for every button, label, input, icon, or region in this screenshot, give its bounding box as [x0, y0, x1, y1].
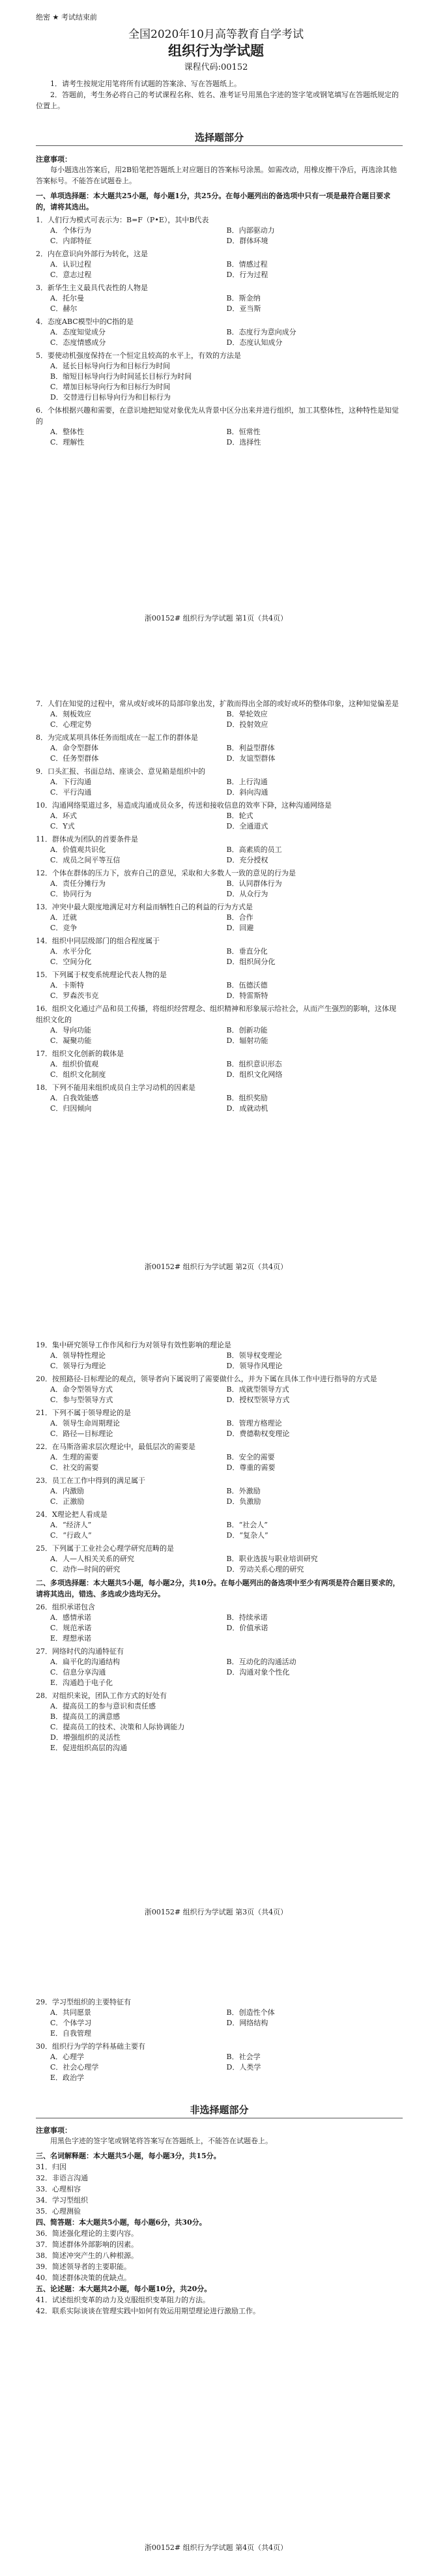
- question-list-p2: [36, 698, 403, 1114]
- question-options: [36, 2052, 403, 2083]
- question-options: [36, 1701, 403, 1753]
- option-item: D．亚当斯: [226, 304, 261, 313]
- paper-title: 组织行为学试题: [168, 43, 264, 59]
- option-item: B．合作: [226, 913, 253, 922]
- question-options: [36, 1452, 403, 1473]
- option-item: A．延长目标导向行为和目标行为时间: [50, 362, 170, 370]
- option-item: A．领导特性理论: [50, 1351, 106, 1360]
- question-options: [36, 1093, 403, 1114]
- option-item: C．领导行为理论: [50, 1362, 106, 1370]
- question-stem: 15．下列属于权变系统理论代表人物的是: [36, 971, 167, 979]
- question-options: [36, 811, 403, 832]
- question-options: [36, 1520, 403, 1541]
- part-single: 一、单项选择题：本大题共25小题，每小题1分，共25分。在每小题列出的备选项中只有一项是最符合题目要求的，请将其选出。: [36, 192, 391, 211]
- question-options: [36, 427, 403, 448]
- multi-list-p3: [36, 1602, 403, 1753]
- notes-text: 每小题选出答案后，用2B铅笔把答题纸上对应题目的答案标号涂黑。如需改动，用橡皮擦干净后，再选涂其他答案标号。不能答在试题卷上。: [36, 166, 397, 185]
- option-item: C．赫尔: [50, 304, 78, 313]
- choice-notes: [36, 154, 403, 448]
- question-options: [36, 1418, 403, 1439]
- option-item: A．“经济人”: [50, 1521, 92, 1529]
- question-stem: 26．组织承诺包含: [36, 1603, 95, 1611]
- question-item: 32．非语言沟通: [36, 2174, 88, 2182]
- part-essay: 五、论述题：本大题共2小题，每小题10分，共20分。: [36, 2285, 212, 2293]
- option-item: B．管理方格理论: [226, 1419, 282, 1427]
- question-item: 31．归因: [36, 2163, 66, 2171]
- option-item: B．成就型领导方式: [226, 1385, 289, 1394]
- option-item: B．互动化的沟通活动: [226, 1658, 296, 1666]
- question-options: [36, 777, 403, 798]
- option-item: C．“行政人”: [50, 1531, 92, 1540]
- question-options: [36, 946, 403, 967]
- question-options: [36, 226, 403, 246]
- option-item: B．伍德沃德: [226, 981, 268, 989]
- question-list-p3: [36, 1339, 403, 1575]
- question-list-p1: [36, 214, 403, 448]
- option-item: B．轮式: [226, 812, 253, 820]
- option-item: A．态度知觉成分: [50, 328, 106, 336]
- option-item: B．上行沟通: [226, 778, 268, 786]
- option-item: D．群体环境: [226, 237, 268, 245]
- option-item: A．水平分化: [50, 947, 91, 956]
- option-item: C．组织文化制度: [50, 1070, 106, 1079]
- option-item: B．组织奖励: [226, 1094, 268, 1102]
- question-item: 33．心理相容: [36, 2185, 81, 2193]
- question-options: [36, 293, 403, 314]
- option-item: B．持续承诺: [226, 1613, 268, 1622]
- option-item: A．整体性: [50, 428, 84, 436]
- option-item: B．斯金纳: [226, 294, 261, 302]
- option-item: B．组织意识形态: [226, 1060, 282, 1068]
- option-item: A．内激励: [50, 1487, 84, 1495]
- option-item: D．态度认知成分: [226, 338, 283, 347]
- option-item: A．托尔曼: [50, 294, 84, 302]
- option-item: B．内部驱动力: [226, 226, 275, 235]
- option-item: C．心理定势: [50, 720, 92, 729]
- question-stem: 16．组织文化通过产品和员工传播，将组织经营理念、组织精神和形象展示给社会，从而产生强烈的影响，这体现组织文化的: [36, 1004, 396, 1024]
- option-item: D．辐射功能: [226, 1036, 268, 1045]
- option-item: A．卡斯特: [50, 981, 84, 989]
- option-item: B．高素质的员工: [226, 845, 282, 854]
- question-stem: 3．新华生主义最具代表性的人物是: [36, 284, 148, 292]
- intro: [36, 78, 403, 111]
- option-item: D．劳动关系心理的研究: [226, 1565, 304, 1573]
- question-options: [36, 980, 403, 1001]
- question-stem: 30．组织行为学的学科基础主要有: [36, 2042, 145, 2051]
- question-item: 36．简述强化理论的主要内容。: [36, 2229, 138, 2238]
- option-item: A．感情承诺: [50, 1613, 91, 1622]
- question-options: [36, 1613, 403, 1644]
- page-footer: 浙00152# 组织行为学试题 第4页（共4页）: [144, 2543, 288, 2552]
- option-item: C．Y式: [50, 822, 75, 830]
- option-item: A．环式: [50, 812, 77, 820]
- option-item: A．人—人相关关系的研究: [50, 1555, 134, 1563]
- option-item: C．内部特征: [50, 237, 92, 245]
- question-options: [36, 913, 403, 933]
- multi-list-p4-wrap: [36, 1995, 403, 2083]
- option-item: D．价值承诺: [226, 1624, 268, 1632]
- option-item: C．路径—目标理论: [50, 1429, 113, 1438]
- question-stem: 7．人们在知觉的过程中，常从或好或坏的局部印象出发，扩散而得出全部的或好或坏的整体印象，这种知觉偏差是: [36, 699, 399, 708]
- option-item: A．共同愿景: [50, 2008, 91, 2017]
- question-options: [36, 1384, 403, 1405]
- question-item: 38．简述冲突产生的八种根源。: [36, 2251, 138, 2260]
- option-item: C．空间分化: [50, 958, 92, 966]
- option-item: B．恒常性: [226, 428, 261, 436]
- question-list-p2-wrap: [36, 696, 403, 1114]
- option-item: C．任务型群体: [50, 754, 99, 763]
- option-item: D．组织文化网络: [226, 1070, 283, 1079]
- option-item: C．平行沟通: [50, 788, 92, 797]
- page-1: [0, 0, 432, 652]
- option-item: C．社会心理学: [50, 2063, 99, 2071]
- question-stem: 19．集中研究领导工作作风和行为对领导有效性影响的理论是: [36, 1341, 231, 1349]
- course-code: 课程代码:00152: [184, 63, 248, 72]
- option-item: D．人类学: [226, 2063, 261, 2071]
- question-options: [36, 1554, 403, 1575]
- option-item: C．个体学习: [50, 2019, 92, 2027]
- page-3: [0, 1304, 432, 1955]
- option-item: C．归因倾向: [50, 1104, 92, 1113]
- option-item: A．自我效能感: [50, 1094, 98, 1102]
- option-item: E．理想承诺: [50, 1634, 92, 1643]
- question-options: [36, 1025, 403, 1046]
- option-item: A．提高员工的参与意识和责任感: [50, 1702, 156, 1710]
- question-stem: 1．人们行为模式可表示为：B=F（P•E），其中B代表: [36, 216, 209, 224]
- question-stem: 21．下列不属于领导理论的是: [36, 1409, 131, 1417]
- option-item: C．正激励: [50, 1497, 85, 1506]
- question-stem: 22．在马斯洛需求层次理论中，最低层次的需要是: [36, 1442, 195, 1451]
- section-nonchoice: 非选择题部分: [36, 2103, 403, 2118]
- option-item: C．参与型领导方式: [50, 1396, 113, 1404]
- question-options: [36, 743, 403, 764]
- question-item: 35．心理测验: [36, 2207, 81, 2216]
- option-item: C．理解性: [50, 438, 85, 446]
- question-options: [36, 361, 403, 403]
- option-item: D．成就动机: [226, 1104, 268, 1113]
- question-stem: 8．为完成某项具体任务而组成在一起工作的群体是: [36, 733, 198, 742]
- page-2: [0, 652, 432, 1304]
- part-short: 四、简答题：本大题共5小题，每小题6分，共30分。: [36, 2218, 207, 2227]
- option-item: D．全通道式: [226, 822, 268, 830]
- option-item: D．充分授权: [226, 856, 268, 864]
- option-item: E．自我管理: [50, 2029, 92, 2038]
- question-options: [36, 845, 403, 866]
- option-item: D．从众行为: [226, 890, 268, 898]
- question-item: 34．学习型组织: [36, 2196, 88, 2204]
- option-item: A．刻板效应: [50, 710, 91, 718]
- option-item: D．回避: [226, 924, 254, 932]
- option-item: B．职业选拔与职业培训研究: [226, 1555, 318, 1563]
- nonchoice-notes: [36, 2125, 403, 2317]
- option-item: C．凝聚功能: [50, 1036, 92, 1045]
- notes-text-nonchoice: 用黑色字迹的签字笔或钢笔将答案写在答题纸上，不能答在试题卷上。: [50, 2137, 272, 2145]
- option-item: D．尊重的需要: [226, 1463, 276, 1472]
- option-item: C．协同行为: [50, 890, 92, 898]
- option-item: D．增强组织的灵活性: [50, 1733, 121, 1742]
- question-stem: 6．个体根据兴趣和需要，在意识地把知觉对象优先从背景中区分出来并进行组织，加工其整体性，这种特性是知觉的: [36, 406, 399, 426]
- option-item: D．斜向沟通: [226, 788, 268, 797]
- secret-mark: 绝密 ★ 考试结束前: [36, 13, 97, 22]
- question-item: 37．简述群体外部影响的因素。: [36, 2240, 138, 2249]
- page-footer: 浙00152# 组织行为学试题 第3页（共4页）: [144, 1908, 288, 1916]
- question-stem: 17．组织文化创新的载体是: [36, 1049, 124, 1058]
- question-stem: 28．对组织来说，团队工作方式的好处有: [36, 1691, 167, 1700]
- question-stem: 4．态度ABC模型中的C指的是: [36, 317, 134, 326]
- question-options: [36, 1486, 403, 1507]
- question-list-p3-wrap: [36, 1338, 403, 1753]
- option-item: A．组织价值观: [50, 1060, 98, 1068]
- option-item: B．提高员工的满意感: [50, 1712, 121, 1721]
- question-item: 40．简述群体决策的优缺点。: [36, 2274, 131, 2282]
- option-item: A．认识过程: [50, 260, 91, 269]
- option-item: A．迁就: [50, 913, 77, 922]
- option-item: B．垂直分化: [226, 947, 268, 956]
- option-item: B．外激励: [226, 1487, 261, 1495]
- question-options: [36, 879, 403, 900]
- option-item: A．扁平化的沟通结构: [50, 1658, 120, 1666]
- exam-title: 全国2020年10月高等教育自学考试: [128, 28, 304, 41]
- option-item: A．责任分摊行为: [50, 879, 106, 888]
- option-item: A．心理学: [50, 2053, 84, 2061]
- option-item: D．领导作风理论: [226, 1362, 283, 1370]
- part-noun: 三、名词解释题：本大题共5小题，每小题3分，共15分。: [36, 2152, 221, 2160]
- question-stem: 14．组织中同层级部门的组合程度属于: [36, 937, 160, 945]
- option-item: D．交替进行目标导向行为和目标行为: [50, 393, 171, 402]
- option-item: A．命令型领导方式: [50, 1385, 113, 1394]
- option-item: D．“复杂人”: [226, 1531, 268, 1540]
- option-item: B．利益型群体: [226, 744, 275, 752]
- question-options: [36, 1351, 403, 1371]
- intro-1: 1．请考生按规定用笔将所有试题的答案涂、写在答题纸上。: [50, 80, 241, 88]
- option-item: C．态度情感成分: [50, 338, 106, 347]
- option-item: B．“社会人”: [226, 1521, 268, 1529]
- option-item: B．领导权变理论: [226, 1351, 282, 1360]
- question-stem: 10．沟通网络渠道过多，易造成沟通成员众多，传送和接收信息的效率下降，这种沟通网络是: [36, 801, 332, 810]
- option-item: B．晕轮效应: [226, 710, 268, 718]
- option-item: A．下行沟通: [50, 778, 91, 786]
- question-item: 42．联系实际谈谈在管理实践中如何有效运用期望理论进行激励工作。: [36, 2307, 260, 2315]
- option-item: B．认同群体行为: [226, 879, 282, 888]
- question-stem: 27．网络时代的沟通特征有: [36, 1647, 124, 1656]
- multi-list-p4: [36, 1997, 403, 2083]
- option-item: A．导向功能: [50, 1026, 91, 1034]
- question-options: [36, 2008, 403, 2039]
- page-footer: 浙00152# 组织行为学试题 第1页（共4页）: [144, 614, 288, 622]
- option-item: A．生理的需要: [50, 1453, 98, 1461]
- option-item: D．特雷斯特: [226, 991, 268, 1000]
- question-stem: 18．下列不能用来组织成员自主学习动机的因素是: [36, 1083, 195, 1092]
- option-item: C．罗森茨韦克: [50, 991, 99, 1000]
- intro-2: 2．答题前，考生务必将自己的考试课程名称、姓名、准考证号用黑色字迹的签字笔或钢笔填写在答题纸规定的位置上。: [36, 91, 399, 110]
- option-item: B．安全的需要: [226, 1453, 275, 1461]
- question-stem: 24．X理论把人看成是: [36, 1510, 108, 1519]
- section-choice: 选择题部分: [36, 130, 403, 146]
- question-stem: 2．内在意识向外部行为转化，这是: [36, 250, 148, 258]
- question-stem: 20．按照路径-目标理论的观点，领导者向下属说明了需要做什么，并为下属在具体工作中进行指导的方式是: [36, 1375, 377, 1383]
- question-item: 39．简述领导者的主要职能。: [36, 2262, 131, 2271]
- option-item: C．信息分享沟通: [50, 1668, 106, 1676]
- option-item: C．提高员工的技术、决策和人际协调能力: [50, 1723, 185, 1731]
- option-item: B．态度行为意向成分: [226, 328, 296, 336]
- question-stem: 25．下列属于工业社会心理学研究范畴的是: [36, 1544, 174, 1553]
- option-item: D．友谊型群体: [226, 754, 276, 763]
- option-item: D．行为过程: [226, 271, 268, 279]
- page-footer: 浙00152# 组织行为学试题 第2页（共4页）: [144, 1263, 288, 1271]
- option-item: E．促进组织高层的沟通: [50, 1744, 128, 1752]
- question-item: 41．试述组织变革的动力及克服组织变革阻力的方法。: [36, 2296, 210, 2304]
- option-item: B．情感过程: [226, 260, 268, 269]
- option-item: C．动作—时间的研究: [50, 1565, 121, 1573]
- option-item: E．政治学: [50, 2073, 85, 2082]
- option-item: D．费德勒权变理论: [226, 1429, 290, 1438]
- question-options: [36, 1657, 403, 1688]
- question-stem: 9．口头汇报、书面总结、座谈会、意见箱是组织中的: [36, 767, 205, 776]
- question-stem: 5．要使动机强度保持在一个恒定且较高的水平上，有效的方法是: [36, 351, 241, 360]
- notes-title: 注意事项：: [36, 155, 72, 164]
- option-item: C．社交的需要: [50, 1463, 99, 1472]
- option-item: D．选择性: [226, 438, 261, 446]
- option-item: C．增加目标导向行为和目标行为时间: [50, 383, 171, 391]
- question-options: [36, 327, 403, 348]
- question-stem: 13．冲突中最大限度地满足对方利益而牺牲自己的利益的行为方式是: [36, 903, 253, 911]
- question-stem: 11．群体成为团队的首要条件是: [36, 835, 138, 843]
- option-item: A．价值观共识化: [50, 845, 106, 854]
- option-item: A．命令型群体: [50, 744, 98, 752]
- option-item: B．社会学: [226, 2053, 261, 2061]
- option-item: E．沟通趋于电子化: [50, 1678, 113, 1687]
- notes-title: 注意事项：: [36, 2126, 72, 2135]
- option-item: D．组织间分化: [226, 958, 276, 966]
- option-item: B．缩短目标导向行为时间延长目标行为时间: [50, 372, 192, 381]
- option-item: C．竞争: [50, 924, 78, 932]
- option-item: C．意志过程: [50, 271, 92, 279]
- option-item: C．成员之间平等互信: [50, 856, 121, 864]
- question-stem: 23．员工在工作中得到的满足属于: [36, 1476, 145, 1485]
- option-item: C．规范承诺: [50, 1624, 92, 1632]
- question-options: [36, 709, 403, 730]
- question-options: [36, 259, 403, 280]
- option-item: D．投射效应: [226, 720, 268, 729]
- option-item: B．创新功能: [226, 1026, 268, 1034]
- option-item: A．领导生命周期理论: [50, 1419, 120, 1427]
- option-item: A．个体行为: [50, 226, 91, 235]
- question-options: [36, 1059, 403, 1080]
- option-item: D．沟通对象个性化: [226, 1668, 290, 1676]
- option-item: D．负激励: [226, 1497, 261, 1506]
- option-item: D．授权型领导方式: [226, 1396, 290, 1404]
- question-stem: 29．学习型组织的主要特征有: [36, 1998, 131, 2006]
- part-multi: 二、多项选择题：本大题共5小题，每小题2分，共10分。在每小题列出的备选项中至少有两项是符合题目要求的，请将其选出，错选、多选或少选均无分。: [36, 1579, 400, 1598]
- page-4: [0, 1955, 432, 2576]
- question-stem: 12．个体在群体的压力下，放弃自己的意见，采取和大多数人一致的意见的行为是: [36, 869, 296, 877]
- option-item: B．创造性个体: [226, 2008, 275, 2017]
- option-item: D．网络结构: [226, 2019, 268, 2027]
